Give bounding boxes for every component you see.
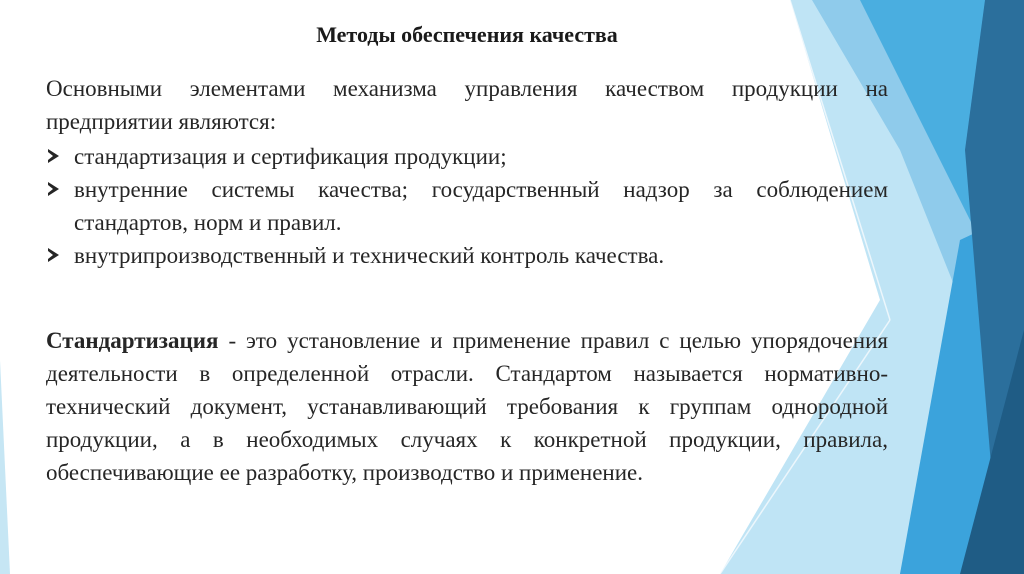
bullet-text: внутренние системы качества; государственный надзор за соблюдением стандартов, норм и правил. xyxy=(74,177,888,235)
list-item xyxy=(46,140,888,173)
slide-title: Методы обеспечения качества xyxy=(316,22,618,47)
arrow-bullet-icon xyxy=(48,248,59,262)
arrow-bullet-icon xyxy=(48,149,59,163)
left-edge-shape xyxy=(0,360,10,574)
intro-paragraph: Основными элементами механизма управления качеством продукции на предприятии являются: xyxy=(46,76,888,134)
arrow-bullet-icon xyxy=(48,182,59,196)
definition-paragraph xyxy=(46,324,888,489)
list-item xyxy=(46,239,888,272)
bullet-list xyxy=(46,140,888,272)
definition-text: - это установление и применение правил с целью упорядочения деятельности в определенной отрасли. Стандартом называется нормативно-технический документ, устанавливающий требования к группам однородной продукции, а в необходимых случаях к конкретной продукции, правила, обеспечивающие ее разработку, производство и применение. xyxy=(46,328,888,485)
bullet-text: внутрипроизводственный и технический контроль качества. xyxy=(74,243,665,268)
list-item xyxy=(46,173,888,239)
bullet-text: стандартизация и сертификация продукции; xyxy=(74,144,507,169)
definition-term: Стандартизация xyxy=(46,328,219,353)
